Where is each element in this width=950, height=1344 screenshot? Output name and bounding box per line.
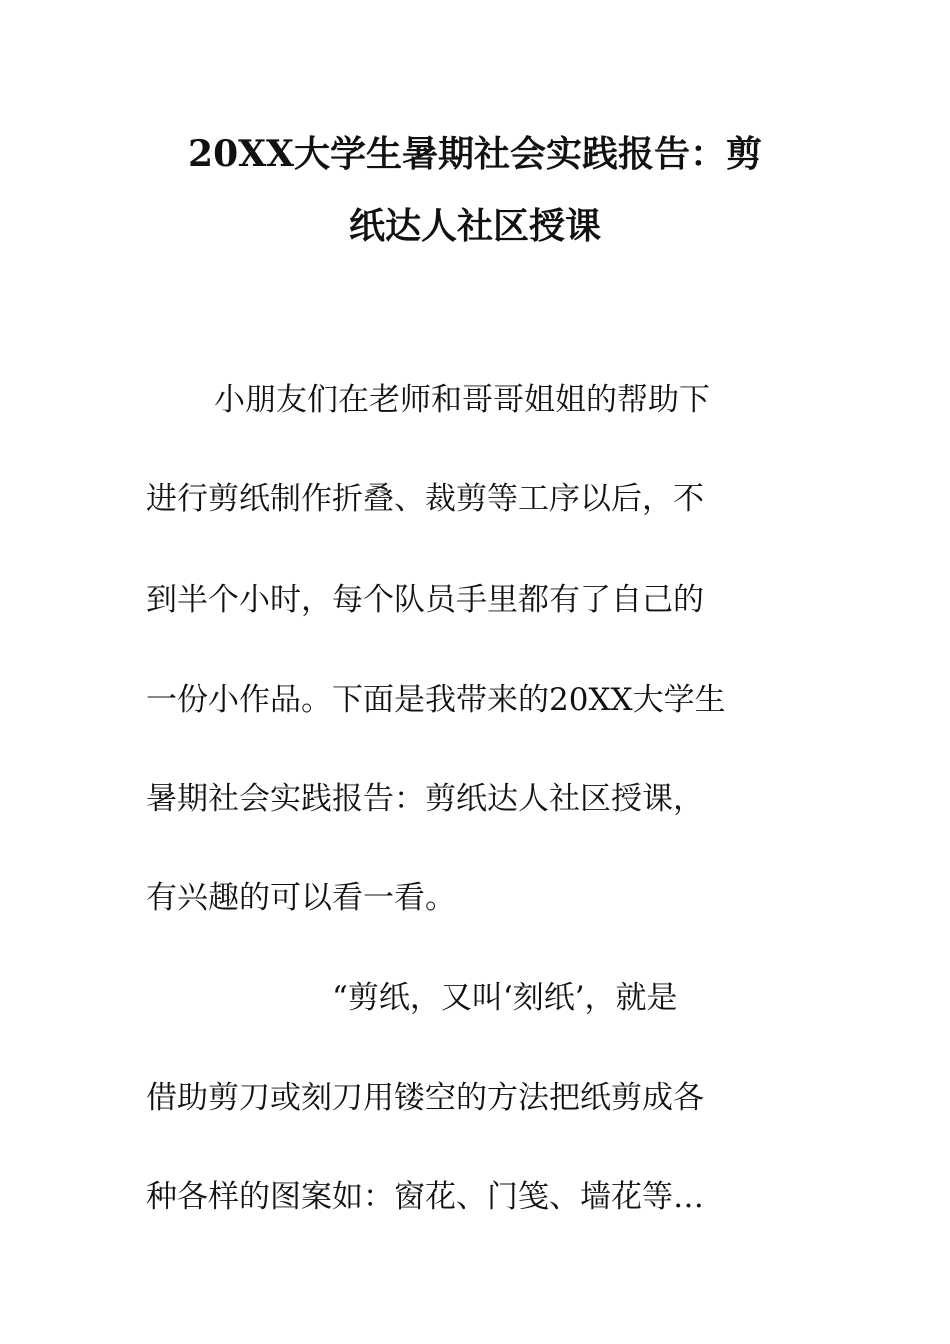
body-text-line-7: “剪纸，又叫‘刻纸’，就是 (332, 980, 678, 1016)
document-title-line-1: 20XX大学生暑期社会实践报告：剪 (188, 133, 762, 175)
document-title-line-2: 纸达人社区授课 (348, 205, 601, 247)
body-text-line-4: 一份小作品。下面是我带来的20XX大学生 (146, 682, 726, 718)
body-text-line-3: 到半个小时，每个队员手里都有了自己的 (146, 582, 704, 618)
body-text-line-8: 借助剪刀或刻刀用镂空的方法把纸剪成各 (146, 1080, 704, 1116)
body-text-line-6: 有兴趣的可以看一看。 (146, 880, 456, 916)
body-text-line-2: 进行剪纸制作折叠、裁剪等工序以后，不 (146, 481, 704, 517)
body-text-line-9: 种各样的图案如：窗花、门笺、墙花等… (146, 1179, 704, 1215)
body-text-line-1: 小朋友们在老师和哥哥姐姐的帮助下 (214, 382, 710, 418)
body-text-line-5: 暑期社会实践报告：剪纸达人社区授课， (146, 781, 704, 817)
